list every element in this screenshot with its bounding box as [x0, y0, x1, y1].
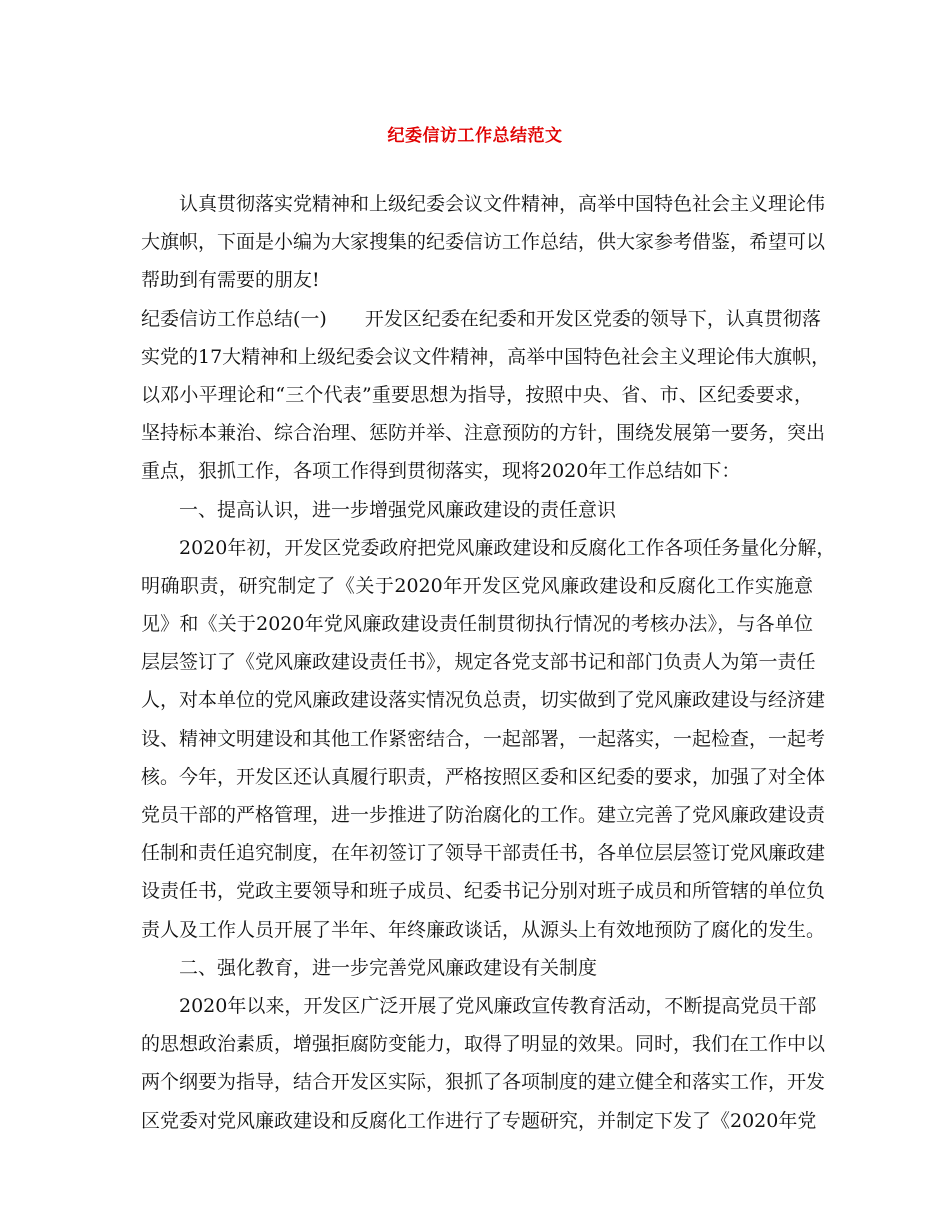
- document-body: [141, 185, 836, 1140]
- body-line: 区党委对党风廉政建设和反腐化工作进行了专题研究，并制定下发了《2020年党: [141, 1109, 817, 1132]
- body-line: 重点，狠抓工作，各项工作得到贯彻落实，现将2020年工作总结如下：: [141, 460, 741, 483]
- body-line: 的思想政治素质，增强拒腐防变能力，取得了明显的效果。同时，我们在工作中以: [141, 1033, 826, 1056]
- body-line: 纪委信访工作总结(一) 开发区纪委在纪委和开发区党委的领导下，认真贯彻落: [141, 307, 821, 330]
- body-line: 帮助到有需要的朋友!: [141, 269, 320, 292]
- body-line: 两个纲要为指导，结合开发区实际，狠抓了各项制度的建立健全和落实工作，开发: [141, 1071, 826, 1094]
- body-line: 二、强化教育，进一步完善党风廉政建设有关制度: [179, 956, 598, 979]
- body-line: 责人及工作人员开展了半年、年终廉政谈话，从源头上有效地预防了腐化的发生。: [141, 918, 826, 941]
- body-line: 核。今年，开发区还认真履行职责，严格按照区委和区纪委的要求，加强了对全体: [141, 765, 826, 788]
- body-line: 设责任书，党政主要领导和班子成员、纪委书记分别对班子成员和所管辖的单位负: [141, 880, 826, 903]
- body-line: 2020年以来，开发区广泛开展了党风廉政宣传教育活动，不断提高党员干部: [179, 994, 817, 1017]
- body-line: 党员干部的严格管理，进一步推进了防治腐化的工作。建立完善了党风廉政建设责: [141, 804, 826, 826]
- body-line: 以邓小平理论和“三个代表”重要思想为指导，按照中央、省、市、区纪委要求，: [141, 383, 813, 406]
- document-title: 纪委信访工作总结范文: [387, 126, 563, 146]
- body-line: 任制和责任追究制度，在年初签订了领导干部责任书，各单位层层签订党风廉政建: [141, 842, 826, 865]
- body-line: 设、精神文明建设和其他工作紧密结合，一起部署，一起落实，一起检查，一起考: [141, 727, 826, 750]
- body-line: 大旗帜，下面是小编为大家搜集的纪委信访工作总结，供大家参考借鉴，希望可以: [141, 231, 826, 254]
- body-line: 一、提高认识，进一步增强党风廉政建设的责任意识: [179, 498, 617, 521]
- body-line: 见》和《关于2020年党风廉政建设责任制贯彻执行情况的考核办法》，与各单位: [141, 613, 813, 636]
- body-line: 人，对本单位的党风廉政建设落实情况负总责，切实做到了党风廉政建设与经济建: [141, 689, 826, 712]
- body-line: 认真贯彻落实党精神和上级纪委会议文件精神，高举中国特色社会主义理论伟: [179, 193, 826, 215]
- body-line: 2020年初，开发区党委政府把党风廉政建设和反腐化工作各项任务量化分解，: [179, 536, 836, 559]
- body-line: 实党的17大精神和上级纪委会议文件精神，高举中国特色社会主义理论伟大旗帜，: [141, 345, 831, 368]
- body-line: 明确职责，研究制定了《关于2020年开发区党风廉政建设和反腐化工作实施意: [141, 574, 813, 597]
- body-line: 坚持标本兼治、综合治理、惩防并举、注意预防的方针，围绕发展第一要务，突出: [141, 422, 826, 445]
- body-line: 层层签订了《党风廉政建设责任书》，规定各党支部书记和部门负责人为第一责任: [141, 651, 816, 674]
